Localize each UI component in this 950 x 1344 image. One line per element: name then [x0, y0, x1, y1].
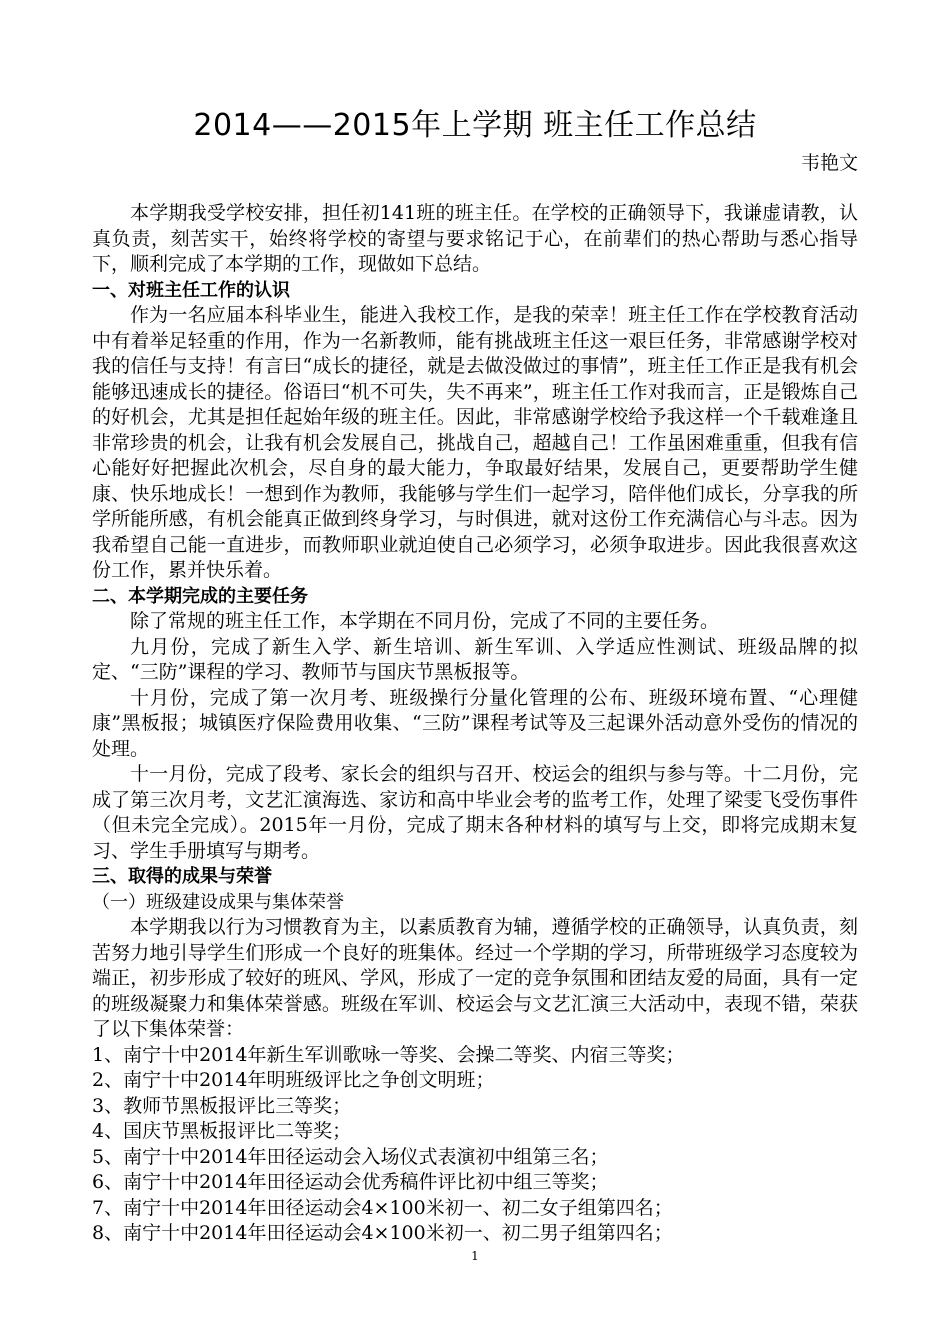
intro-paragraph: 本学期我受学校安排，担任初141班的班主任。在学校的正确领导下，我谦虚请教，认真负责，刻苦实干，始终将学校的寄望与要求铭记于心，在前辈们的热心帮助与悉心指导下，顺利完成了本学期的工作，现做如下总结。	[92, 202, 858, 275]
list-item: 4、国庆节黑板报评比二等奖；	[92, 1120, 352, 1142]
section2-paragraph-1: 除了常规的班主任工作，本学期在不同月份，完成了不同的主要任务。	[130, 610, 720, 632]
honors-list	[92, 1043, 858, 1247]
list-item: 8、南宁十中2014年田径运动会4×100米初一、初二男子组第四名；	[92, 1222, 673, 1244]
document-body	[92, 201, 858, 1247]
section1-paragraph: 作为一名应届本科毕业生，能进入我校工作，是我的荣幸！班主任工作在学校教育活动中有着举足轻重的作用，作为一名新教师，能有挑战班主任这一艰巨任务，非常感谢学校对我的信任与支持！有言曰“成长的捷径，就是去做没做过的事情”，班主任工作正是我有机会能够迅速成长的捷径。俗语曰“机不可失，失不再来”，班主任工作对我而言，正是锻炼自己的好机会，尤其是担任起始年级的班主任。因此，非常感谢学校给予我这样一个千载难逢且非常珍贵的机会，让我有机会发展自己，挑战自己，超越自己！工作虽困难重重，但我有信心能好好把握此次机会，尽自身的最大能力，争取最好结果，发展自己，更要帮助学生健康、快乐地成长！一想到作为教师，我能够与学生们一起学习，陪伴他们成长，分享我的所学所能所感，有机会能真正做到终身学习，与时俱进，就对这份工作充满信心与斗志。因为我希望自己能一直进步，而教师职业就迫使自己必须学习，必须争取进步。因此我很喜欢这份工作，累并快乐着。	[92, 304, 858, 581]
list-item: 1、南宁十中2014年新生军训歌咏一等奖、会操二等奖、内宿三等奖；	[92, 1043, 685, 1066]
list-item: 3、教师节黑板报评比三等奖；	[92, 1094, 352, 1117]
section2-paragraph-3: 十月份，完成了第一次月考、班级操行分量化管理的公布、班级环境布置、“心理健康”黑板报；城镇医疗保险费用收集、“三防”课程考试等及三起课外活动意外受伤的情况的处理。	[92, 686, 858, 760]
author-name: 韦艳文	[800, 152, 858, 174]
section-heading-3: 三、取得的成果与荣誉	[92, 866, 272, 887]
section2-paragraph-2: 九月份，完成了新生入学、新生培训、新生军训、入学适应性测试、班级品牌的拟定、“三防”课程的学习、教师节与国庆节黑板报等。	[92, 635, 858, 683]
section-heading-2: 二、本学期完成的主要任务	[92, 585, 308, 607]
section2-paragraph-4: 十一月份，完成了段考、家长会的组织与召开、校运会的组织与参与等。十二月份，完成了第三次月考，文艺汇演海选、家访和高中毕业会考的监考工作，处理了梁雯飞受伤事件（但未完全完成）。2015年一月份，完成了期末各种材料的填写与上交，即将完成期末复习、学生手册填写与期考。	[92, 763, 858, 862]
document-title: 2014——2015年上学期 班主任工作总结	[193, 108, 757, 143]
section3-paragraph-1: 本学期我以行为习惯教育为主，以素质教育为辅，遵循学校的正确领导，认真负责，刻苦努力地引导学生们形成一个良好的班集体。经过一个学期的学习，所带班级学习态度较为端正，初步形成了较好的班风、学风，形成了一定的竞争氛围和团结友爱的局面，具有一定的班级凝聚力和集体荣誉感。班级在军训、校运会与文艺汇演三大活动中，表现不错，荣获了以下集体荣誉：	[92, 916, 858, 1040]
list-item: 7、南宁十中2014年田径运动会4×100米初一、初二女子组第四名；	[92, 1196, 673, 1219]
list-item: 2、南宁十中2014年明班级评比之争创文明班；	[92, 1069, 495, 1091]
subsection-heading-1: （一）班级建设成果与集体荣誉	[92, 891, 344, 913]
page-number: 1	[471, 1249, 479, 1263]
section-heading-1: 一、对班主任工作的认识	[92, 279, 290, 301]
list-item: 6、南宁十中2014年田径运动会优秀稿件评比初中组三等奖；	[92, 1171, 609, 1193]
list-item: 5、南宁十中2014年田径运动会入场仪式表演初中组第三名；	[92, 1145, 609, 1168]
